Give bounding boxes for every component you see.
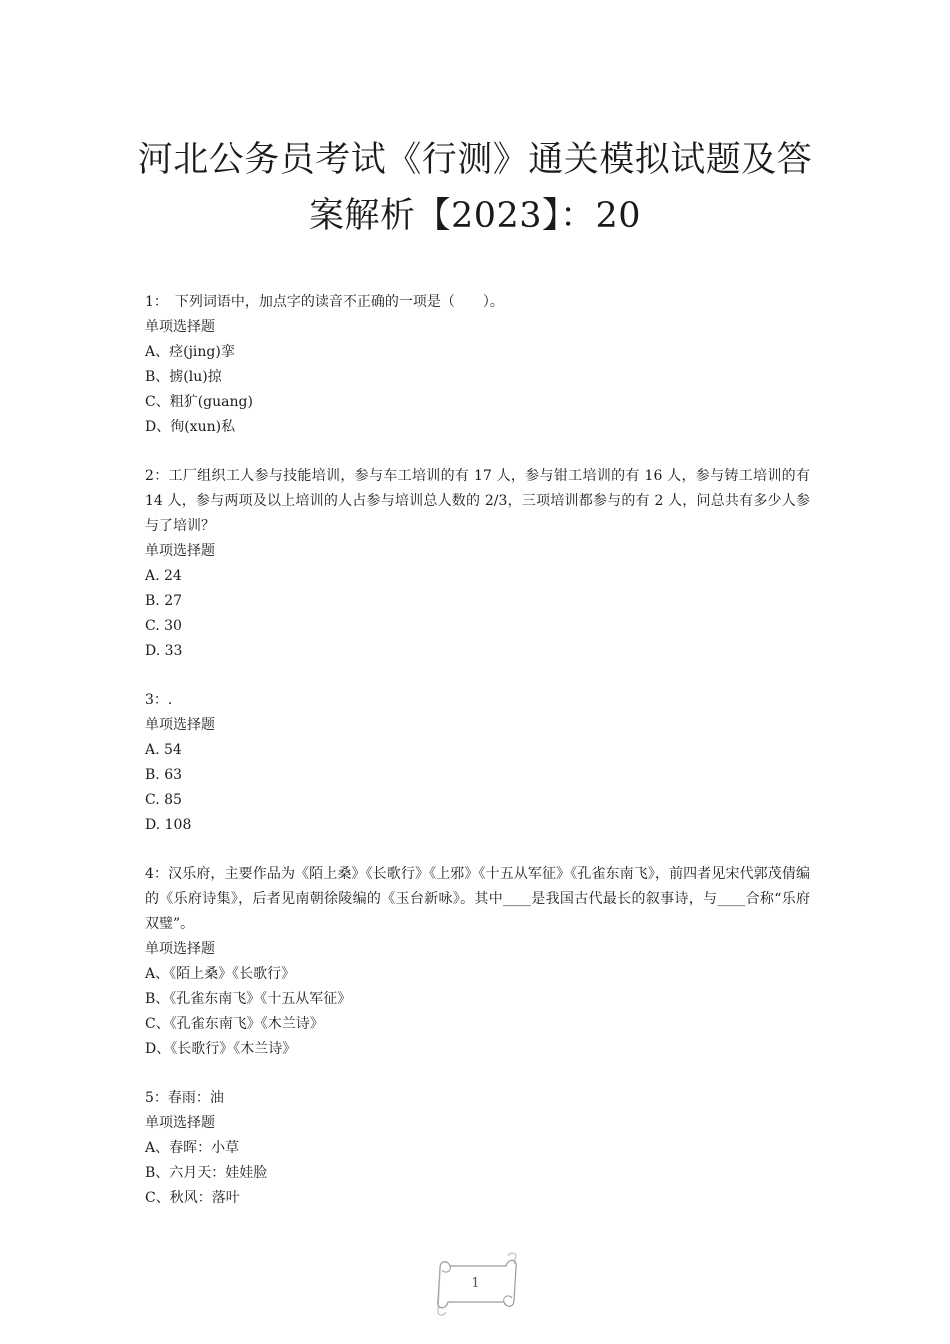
title-line-1: 河北公务员考试《行测》通关模拟试题及答: [137, 140, 813, 180]
page-footer: [428, 1250, 523, 1320]
question-type: 单项选择题: [145, 941, 215, 957]
title-line-2: 案解析【2023】：20: [308, 196, 642, 236]
question-stem: 4：汉乐府，主要作品为《陌上桑》《长歌行》《上邪》《十五从军征》《孔雀东南飞》，前四者见宋代郭茂倩编的《乐府诗集》，后者见南朝徐陵编的《玉台新咏》。其中____是我国古代最长的叙事诗，与____合称“乐府双璧”。: [145, 866, 810, 932]
question-type: 单项选择题: [145, 543, 215, 559]
question-1: [145, 290, 810, 440]
question-list: [145, 290, 810, 1235]
question-3: [145, 688, 810, 838]
option-a: A. 54: [145, 742, 182, 758]
option-c: C、粗犷(guang): [145, 394, 253, 410]
question-stem: 1： 下列词语中，加点字的读音不正确的一项是（ ）。: [145, 294, 504, 310]
option-a: A、《陌上桑》《长歌行》: [145, 966, 296, 982]
question-stem: 2：工厂组织工人参与技能培训，参与车工培训的有 17 人，参与钳工培训的有 16 人，参与铸工培训的有 14 人，参与两项及以上培训的人占参与培训总人数的 2/3，三项培训都参与的有 2 人，问总共有多少人参与了培训？: [145, 468, 810, 534]
option-b: B. 27: [145, 593, 183, 609]
document-title: [120, 132, 830, 244]
option-a: A. 24: [145, 568, 182, 584]
option-d: D、徇(xun)私: [145, 419, 236, 435]
option-a: A、痉(jing)挛: [145, 344, 235, 360]
option-c: C. 30: [145, 618, 182, 634]
question-type: 单项选择题: [145, 717, 215, 733]
question-4: [145, 862, 810, 1062]
option-d: D. 108: [145, 817, 192, 833]
option-d: D. 33: [145, 643, 183, 659]
question-type: 单项选择题: [145, 1115, 215, 1131]
question-type: 单项选择题: [145, 319, 215, 335]
question-5: [145, 1086, 810, 1211]
question-2: [145, 464, 810, 664]
option-b: B、掳(lu)掠: [145, 369, 222, 385]
option-b: B、《孔雀东南飞》《十五从军征》: [145, 991, 352, 1007]
option-b: B. 63: [145, 767, 183, 783]
option-c: C、秋风：落叶: [145, 1190, 240, 1206]
question-stem: 3：.: [145, 692, 173, 708]
option-d: D、《长歌行》《木兰诗》: [145, 1041, 297, 1057]
question-stem: 5：春雨：油: [145, 1090, 224, 1106]
option-b: B、六月天：娃娃脸: [145, 1165, 268, 1181]
option-c: C、《孔雀东南飞》《木兰诗》: [145, 1016, 324, 1032]
option-c: C. 85: [145, 792, 182, 808]
option-a: A、春晖：小草: [145, 1140, 240, 1156]
page-number: 1: [471, 1276, 480, 1291]
